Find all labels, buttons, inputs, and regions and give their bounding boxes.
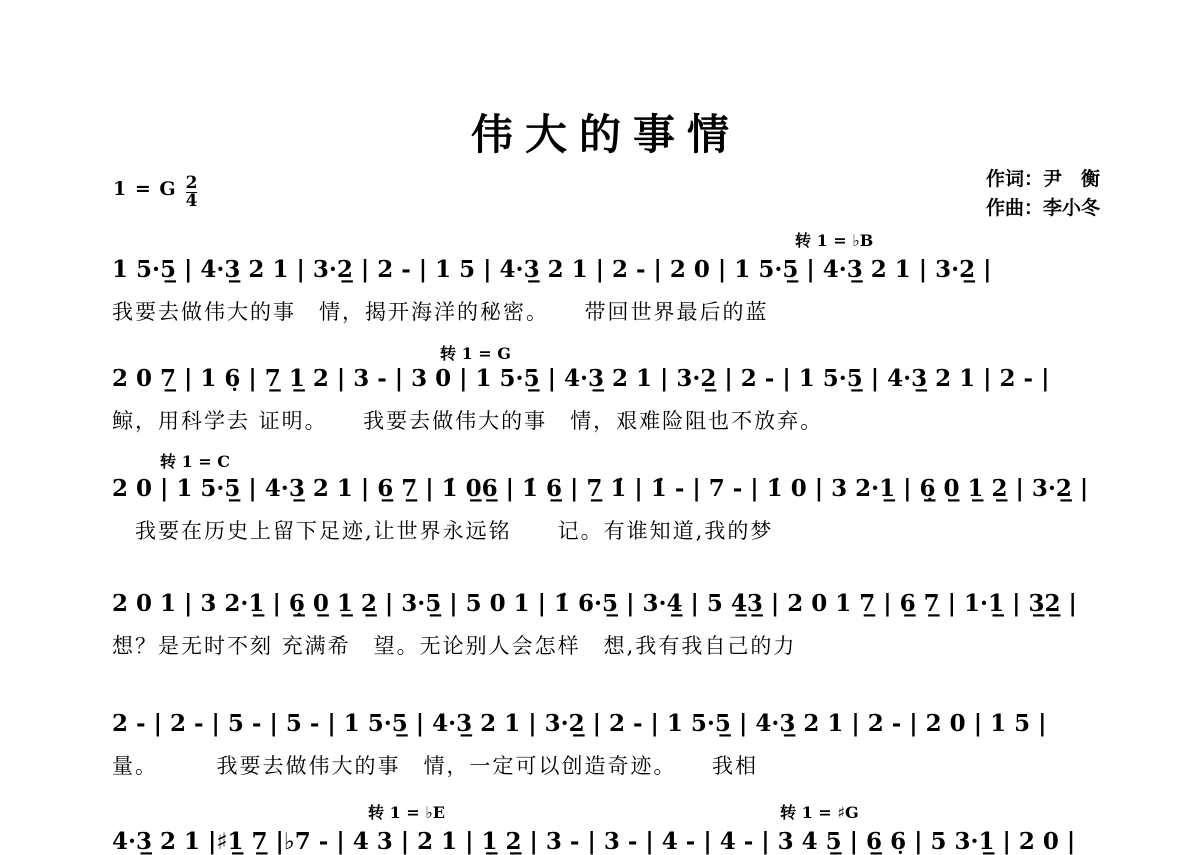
modulation-mark-4: 转 1 = ♭E bbox=[368, 803, 445, 822]
notes-row-1: 1 5·5̲ | 4·3̲ 2 1 | 3·2̲ | 2 - | 1 5 | 4·3̲ 2 1 | 2 - | 2 0 | 1 5·5̲ | 4·3̲ 2 1 | 3·2̲ | bbox=[112, 256, 992, 283]
notes-row-2: 2 0 7̲ | 1 6̣ | 7̲ 1̲ 2 | 3 - | 3 0 | 1 5·5̲ | 4·3̲ 2 1 | 3·2̲ | 2 - | 1 5·5̲ | 4·3̲ 2 1 | 2 - | bbox=[112, 365, 1050, 392]
page-title: 伟大的事情 bbox=[470, 110, 741, 159]
lyrics-row-4: 想？是无时不刻 充满希 望。无论别人会怎样 想,我有我自己的力 bbox=[112, 634, 797, 658]
lyrics-row-1: 我要去做伟大的事 情，揭开海洋的秘密。 带回世界最后的蓝 bbox=[112, 300, 769, 324]
lyricist-credit: 作词：尹 衡 bbox=[985, 168, 1100, 190]
lyrics-row-2: 鲸，用科学去 证明。 我要去做伟大的事 情，艰难险阻也不放弃。 bbox=[112, 409, 824, 433]
lyrics-row-3: 我要在历史上留下足迹,让世界永远铭 记。有谁知道,我的梦 bbox=[112, 519, 774, 543]
composer-credit: 作曲：李小冬 bbox=[985, 197, 1100, 220]
modulation-mark-3: 转 1 = C bbox=[160, 452, 230, 471]
notes-row-3: 2 0 | 1 5·5̲ | 4·3̲ 2 1 | 6̲ 7̲ | 1̇ 0̲6̲ | 1̇ 6̲ | 7̲ 1̇ | 1̇ - | 7 - | 1̇ 0 | 3 2·1̲ | 6̣̲ 0̲ 1̲ 2̲ | 3·2̲ | bbox=[112, 475, 1089, 502]
modulation-mark-5: 转 1 = ♯G bbox=[780, 803, 859, 822]
time-signature-denominator: 4 bbox=[185, 191, 198, 211]
notes-row-6: 4·3̲ 2 1 |♯1̲ 7̲ |♭7 - | 4 3 | 2 1 | 1̲ 2̲ | 3 - | 3 - | 4 - | 4 - | 3 4 5̲ | 6̲ 6̣ | 5 3·1̲ | 2 0 | bbox=[112, 828, 1076, 855]
time-signature bbox=[186, 175, 198, 210]
modulation-mark-1: 转 1 = ♭B bbox=[795, 231, 874, 250]
credits bbox=[986, 165, 1100, 224]
notes-row-4: 2 0 1 | 3 2·1̲ | 6̣̲ 0̲ 1̲ 2̲ | 3·5̲ | 5 0 1 | 1̇ 6·5̲ | 3·4̲ | 5 4̲3̲ | 2 0 1 7̲ | 6̲ 7̲ | 1·1̲ | 3̲2̲ | bbox=[112, 590, 1077, 617]
time-signature-numerator: 2 bbox=[185, 173, 198, 193]
key-signature-block bbox=[113, 173, 198, 213]
modulation-mark-2: 转 1 = G bbox=[440, 344, 511, 363]
notes-row-5: 2 - | 2 - | 5 - | 5 - | 1 5·5̲ | 4·3̲ 2 1 | 3·2̲ | 2 - | 1 5·5̲ | 4·3̲ 2 1 | 2 - | 2 0 | 1 5 | bbox=[112, 710, 1047, 737]
key-signature: 1 = G bbox=[113, 178, 177, 200]
lyrics-row-5: 量。 我要去做伟大的事 情，一定可以创造奇迹。 我相 bbox=[112, 754, 758, 778]
